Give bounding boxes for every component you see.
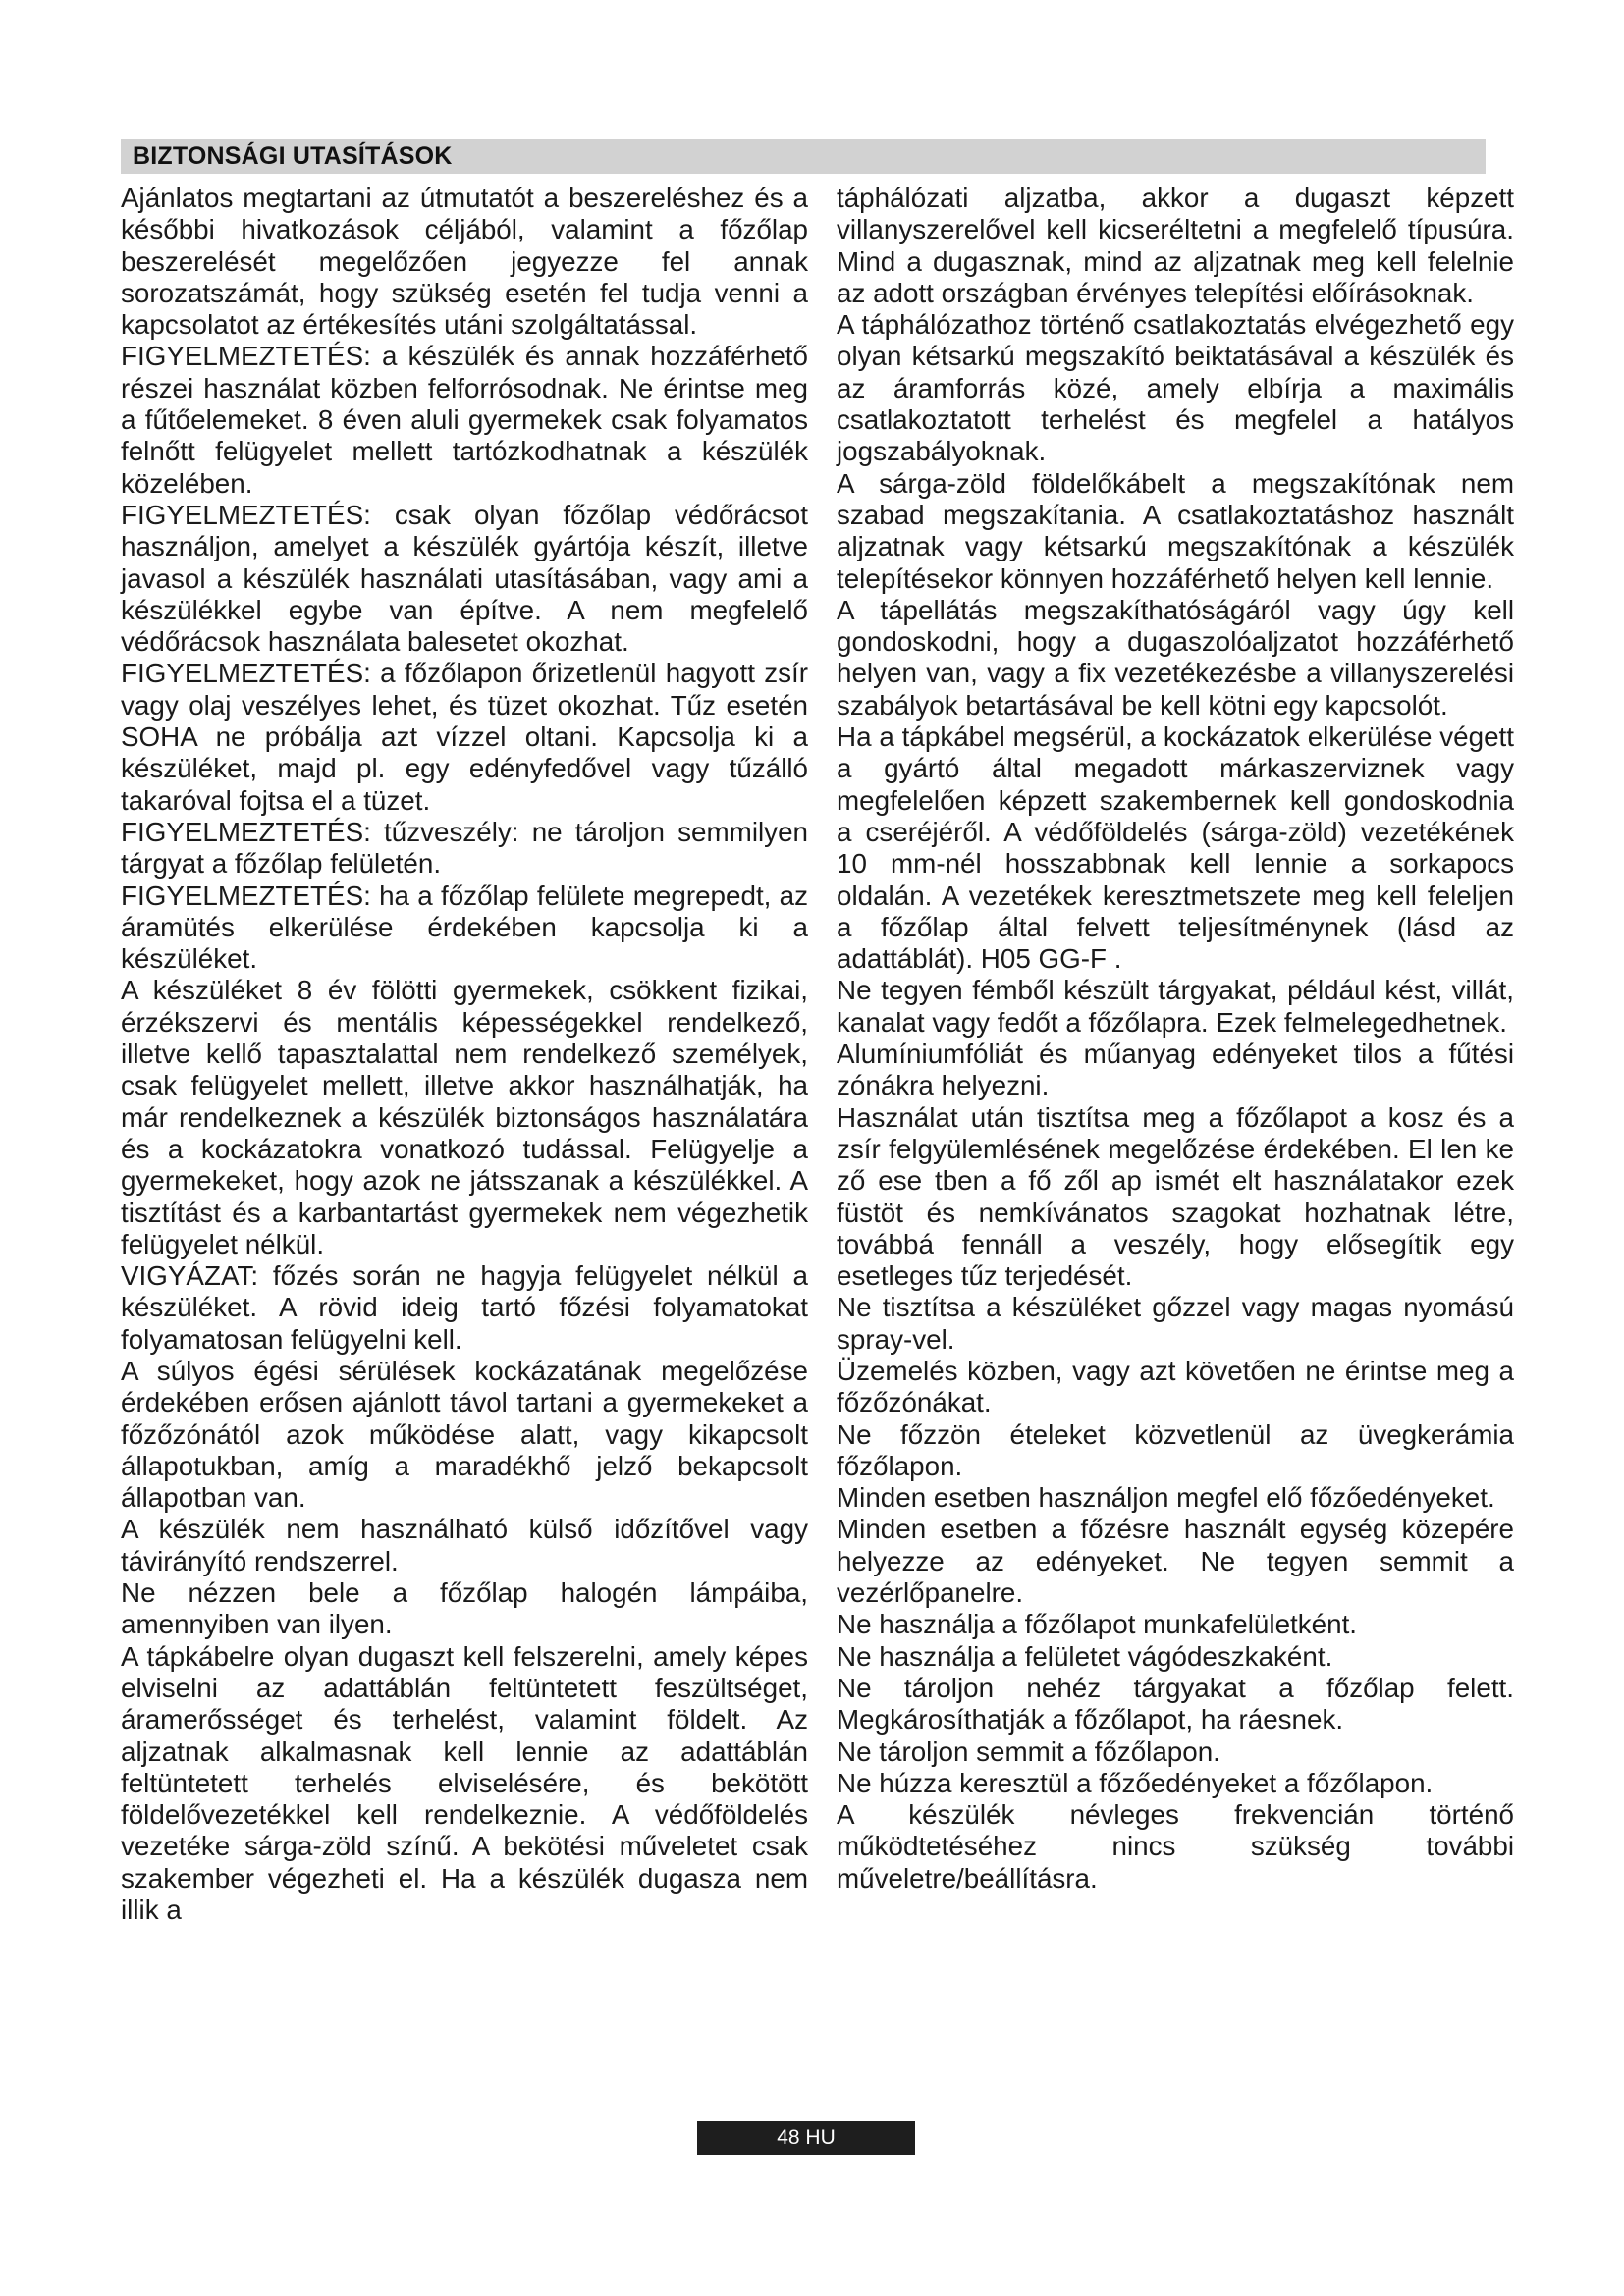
paragraph: Ne nézzen bele a főzőlap halogén lámpáiba, amennyiben van ilyen. [121, 1577, 808, 1640]
paragraph: Ne húzza keresztül a főzőedényeket a főzőlapon. [837, 1767, 1434, 1798]
paragraph: Ne főzzön ételeket közvetlenül az üvegkerámia főzőlapon. [837, 1418, 1514, 1481]
paragraph: FIGYELMEZTETÉS: csak olyan főzőlap védőrácsot használjon, amelyet a készülék gyártója készít, illetve javasol a készülék használati utasításában, vagy ami a készülékkel egybe van építve. A nem megfelelő védőrácsok használata balesetet okozhat. [121, 499, 808, 658]
paragraph: Ne tegyen fémből készült tárgyakat, például kést, villát, kanalat vagy fedőt a főzőlapra. Ezek felmelegedhetnek. [837, 975, 1514, 1038]
paragraph: Minden esetben a főzésre használt egység közepére helyezze az edényeket. Ne tegyen semmit a vezérlőpanelre. [837, 1514, 1514, 1609]
paragraph: A táphálózathoz történő csatlakoztatás elvégezhető egy olyan kétsarkú megszakító beiktatásával a készülék és az áramforrás közé, amely elbírja a maximális csatlakoztatott terhelést és megfelel a hatályos jogszabályoknak. [837, 309, 1514, 467]
paragraph: Ne használja a főzőlapot munkafelületként. [837, 1609, 1358, 1640]
paragraph: táphálózati aljzatba, akkor a dugaszt képzett villanyszerelővel kell kicseréltetni a megfelelő típusúra. Mind a dugasznak, mind az aljzatnak meg kell felelnie az adott országban érvényes telepítési előírásoknak. [837, 183, 1514, 308]
paragraph: Alumíniumfóliát és műanyag edényeket tilos a fűtési zónákra helyezni. [837, 1039, 1514, 1101]
right-text-column [837, 183, 1514, 1895]
paragraph: A készülék névleges frekvencián történő működtetéséhez nincs szükség további műveletre/beállításra. [837, 1799, 1514, 1894]
paragraph: A tápellátás megszakíthatóságáról vagy úgy kell gondoskodni, hogy a dugaszolóaljzatot hozzáférhető helyen van, vagy a fix vezetékezésbe a villanyszerelési szabályok betartásával be kell kötni egy kapcsolót. [837, 594, 1514, 721]
page-number: 48 HU [777, 2126, 836, 2149]
paragraph: A készülék nem használható külső időzítővel vagy távirányító rendszerrel. [121, 1514, 808, 1576]
paragraph: Üzemelés közben, vagy azt követően ne érintse meg a főzőzónákat. [837, 1355, 1514, 1418]
section-title: BIZTONSÁGI UTASÍTÁSOK [133, 142, 453, 170]
paragraph: Ne tároljon nehéz tárgyakat a főzőlap felett. Megkárosíthatják a főzőlapot, ha ráesnek. [837, 1672, 1514, 1735]
left-text-column [121, 183, 808, 1926]
paragraph: FIGYELMEZTETÉS: a főzőlapon őrizetlenül hagyott zsír vagy olaj veszélyes lehet, és tüzet okozhat. Tűz esetén SOHA ne próbálja azt vízzel oltani. Kapcsolja ki a készüléket, majd pl. egy edényfedővel vagy tűzálló takaróval fojtsa el a tüzet. [121, 658, 808, 816]
paragraph: Ha a tápkábel megsérül, a kockázatok elkerülése végett a gyártó által megadott márkaszerviznek vagy megfelelően képzett szakembernek kell gondoskodnia a cseréjéről. A védőföldelés (sárga-zöld) vezetékének 10 mm-nél hosszabbnak kell lennie a sorkapocs oldalán. A vezetékek keresztmetszete meg kell feleljen a főzőlap által felvett teljesítménynek (lásd az adattáblát). H05 GG-F . [837, 721, 1514, 975]
paragraph: FIGYELMEZTETÉS: ha a főzőlap felülete megrepedt, az áramütés elkerülése érdekében kapcsolja ki a készüléket. [121, 880, 808, 975]
paragraph: A tápkábelre olyan dugaszt kell felszerelni, amely képes elviselni az adattáblán feltüntetett feszültséget, áramerősséget és terhelést, valamint földelt. Az aljzatnak alkalmasnak kell lennie az adattáblán feltüntetett terhelés elviselésére, és bekötött földelővezetékkel kell rendelkeznie. A védőföldelés vezetéke sárga-zöld színű. A bekötési műveletet csak szakember végezheti el. Ha a készülék dugasza nem illik a [121, 1640, 808, 1926]
paragraph: FIGYELMEZTETÉS: a készülék és annak hozzáférhető részei használat közben felforrósodnak. Ne érintse meg a fűtőelemeket. 8 éven aluli gyermekek csak folyamatos felnőtt felügyelet mellett tartózkodhatnak a készülék közelében. [121, 341, 808, 499]
paragraph: FIGYELMEZTETÉS: tűzveszély: ne tároljon semmilyen tárgyat a főzőlap felületén. [121, 816, 808, 880]
paragraph: Ne tisztítsa a készüléket gőzzel vagy magas nyomású spray-vel. [837, 1292, 1514, 1355]
paragraph: A súlyos égési sérülések kockázatának megelőzése érdekében erősen ajánlott távol tartani a gyermekeket a főzőzónától azok működése alatt, vagy kikapcsolt állapotukban, amíg a maradékhő jelző bekapcsolt állapotban van. [121, 1355, 808, 1514]
paragraph: Használat után tisztítsa meg a főzőlapot a kosz és a zsír felgyülemlésének megelőzése érdekében. El len ke ző ese tben a fő zől ap ismét elt használatakor ezek füstöt és nemkívánatos szagokat hozhatnak létre, továbbá fennáll a veszély, hogy elősegítik egy esetleges tűz terjedését. [837, 1101, 1514, 1292]
paragraph: A készüléket 8 év fölötti gyermekek, csökkent fizikai, érzékszervi és mentális képességekkel rendelkező, illetve kellő tapasztalattal nem rendelkező személyek, csak felügyelet mellett, illetve akkor használhatják, ha már rendelkeznek a készülék biztonságos használatára és a kockázatokra vonatkozó tudással. Felügyelje a gyermekeket, hogy azok ne játsszanak a készülékkel. A tisztítást és a karbantartást gyermekek nem végezhetik felügyelet nélkül. [121, 975, 808, 1259]
paragraph: A sárga-zöld földelőkábelt a megszakítónak nem szabad megszakítania. A csatlakoztatáshoz használt aljzatnak vagy kétsarkú megszakítónak a készülék telepítésekor könnyen hozzáférhető helyen kell lennie. [837, 467, 1514, 594]
paragraph: Ne használja a felületet vágódeszkaként. [837, 1640, 1333, 1672]
paragraph: Ajánlatos megtartani az útmutatót a beszereléshez és a későbbi hivatkozások céljából, valamint a főzőlap beszerelését megelőzően jegyezze fel annak sorozatszámát, hogy szükség esetén fel tudja venni a kapcsolatot az értékesítés utáni szolgáltatással. [121, 183, 808, 341]
paragraph: Minden esetben használjon megfel elő főzőedényeket. [837, 1482, 1495, 1514]
page-number-box [697, 2121, 915, 2155]
paragraph: Ne tároljon semmit a főzőlapon. [837, 1735, 1220, 1767]
paragraph: VIGYÁZAT: főzés során ne hagyja felügyelet nélkül a készüléket. A rövid ideig tartó főzési folyamatokat folyamatosan felügyelni kell. [121, 1260, 808, 1355]
section-header-bar [121, 139, 1486, 174]
